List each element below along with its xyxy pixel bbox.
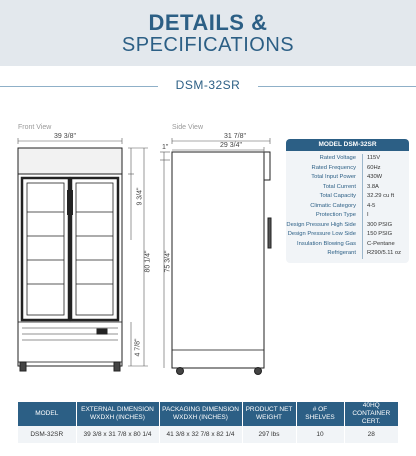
table-cell: 39 3/8 x 31 7/8 x 80 1/4 xyxy=(76,426,159,443)
page-title-line1: DETAILS & xyxy=(148,10,268,35)
spec-key: Climatic Category xyxy=(310,202,356,209)
front-right-glass xyxy=(76,183,113,315)
side-header-lip xyxy=(264,152,270,180)
spec-row xyxy=(286,240,409,250)
front-right-door-frame xyxy=(71,178,118,320)
spec-value: 3.8A xyxy=(362,183,409,193)
spec-key: Total Capacity xyxy=(319,193,356,199)
table-cell: 10 xyxy=(296,426,344,443)
product-info-table xyxy=(18,402,398,443)
spec-row xyxy=(286,154,409,164)
table-cell: DSM-32SR xyxy=(18,426,76,443)
spec-key: Design Pressure High Side xyxy=(286,221,356,228)
spec-value: 150 PSIG xyxy=(362,230,409,240)
front-header-panel xyxy=(18,148,122,174)
table-cell: 28 xyxy=(344,426,398,443)
spec-key: Rated Voltage xyxy=(319,155,356,161)
side-depth-inner-dimension: 29 3/4" xyxy=(220,142,242,149)
front-top-dimension: 9 3/4" xyxy=(136,187,144,206)
spec-value: 60Hz xyxy=(362,164,409,174)
spec-box xyxy=(286,139,409,263)
table-header-row xyxy=(18,402,398,426)
spec-value: 300 PSIG xyxy=(362,221,409,231)
side-dimension-lines xyxy=(160,138,270,368)
spec-value: 430W xyxy=(362,173,409,183)
spec-value: 115V xyxy=(362,154,409,164)
spec-key: Total Current xyxy=(322,183,356,190)
spec-value: C-Pentane xyxy=(362,240,409,250)
side-cabinet-outline xyxy=(172,152,264,368)
spec-key: Rated Frequency xyxy=(311,164,356,171)
spec-row xyxy=(286,230,409,240)
side-handle xyxy=(268,218,271,248)
spec-row xyxy=(286,221,409,231)
spec-value: I xyxy=(362,211,409,221)
spec-box-title: MODEL DSM-32SR xyxy=(286,139,409,151)
side-top-dimension: 1" xyxy=(162,144,169,151)
spec-value: 32.29 cu ft xyxy=(362,192,409,202)
table-header: PRODUCT NET WEIGHT xyxy=(242,402,296,426)
table-cell: 41 3/8 x 32 7/8 x 82 1/4 xyxy=(159,426,242,443)
front-leg-right xyxy=(114,362,120,371)
spec-value: R290/5.11 oz xyxy=(362,249,409,259)
side-caster-front xyxy=(255,368,262,375)
spec-row xyxy=(286,173,409,183)
spec-row xyxy=(286,202,409,212)
spec-row xyxy=(286,211,409,221)
spec-key: Protection Type xyxy=(315,212,356,218)
side-depth-total-dimension: 31 7/8" xyxy=(224,133,246,140)
spec-row xyxy=(286,183,409,193)
front-left-glass xyxy=(27,183,64,315)
spec-key: Refrigerant xyxy=(327,250,356,256)
spec-row xyxy=(286,249,409,259)
spec-key: Insulation Blowing Gas xyxy=(297,240,356,247)
table-header: MODEL xyxy=(18,402,76,426)
front-control-panel xyxy=(97,329,107,334)
front-left-door-frame xyxy=(22,178,69,320)
front-height-dimension: 80 1/4" xyxy=(144,250,152,273)
table-header: EXTERNAL DIMENSION WXDXH (INCHES) xyxy=(76,402,159,426)
model-title: DSM-32SR xyxy=(175,78,241,92)
table-cell: 297 lbs xyxy=(242,426,296,443)
front-width-dimension: 39 3/8" xyxy=(54,133,76,140)
table-header: 40HQ CONTAINER CERT. xyxy=(344,402,398,426)
side-caster-rear xyxy=(177,368,184,375)
front-leg-left xyxy=(20,362,26,371)
front-view-label: Front View xyxy=(18,124,52,131)
spec-box-body xyxy=(286,151,409,263)
side-base xyxy=(172,350,264,368)
table-row xyxy=(18,426,398,443)
front-base-dimension: 4 7/8" xyxy=(134,338,142,357)
spec-row xyxy=(286,192,409,202)
table-header: # OF SHELVES xyxy=(296,402,344,426)
side-height-dimension: 75 3/4" xyxy=(164,250,172,273)
spec-row xyxy=(286,164,409,174)
side-view-label: Side View xyxy=(172,124,204,131)
spec-value: 4-5 xyxy=(362,202,409,212)
spec-key: Design Pressure Low Side xyxy=(287,231,356,237)
page-title-line2: SPECIFICATIONS xyxy=(121,34,295,56)
spec-key: Total Input Power xyxy=(311,174,356,180)
table-header: PACKAGING DIMENSION WXDXH (INCHES) xyxy=(159,402,242,426)
